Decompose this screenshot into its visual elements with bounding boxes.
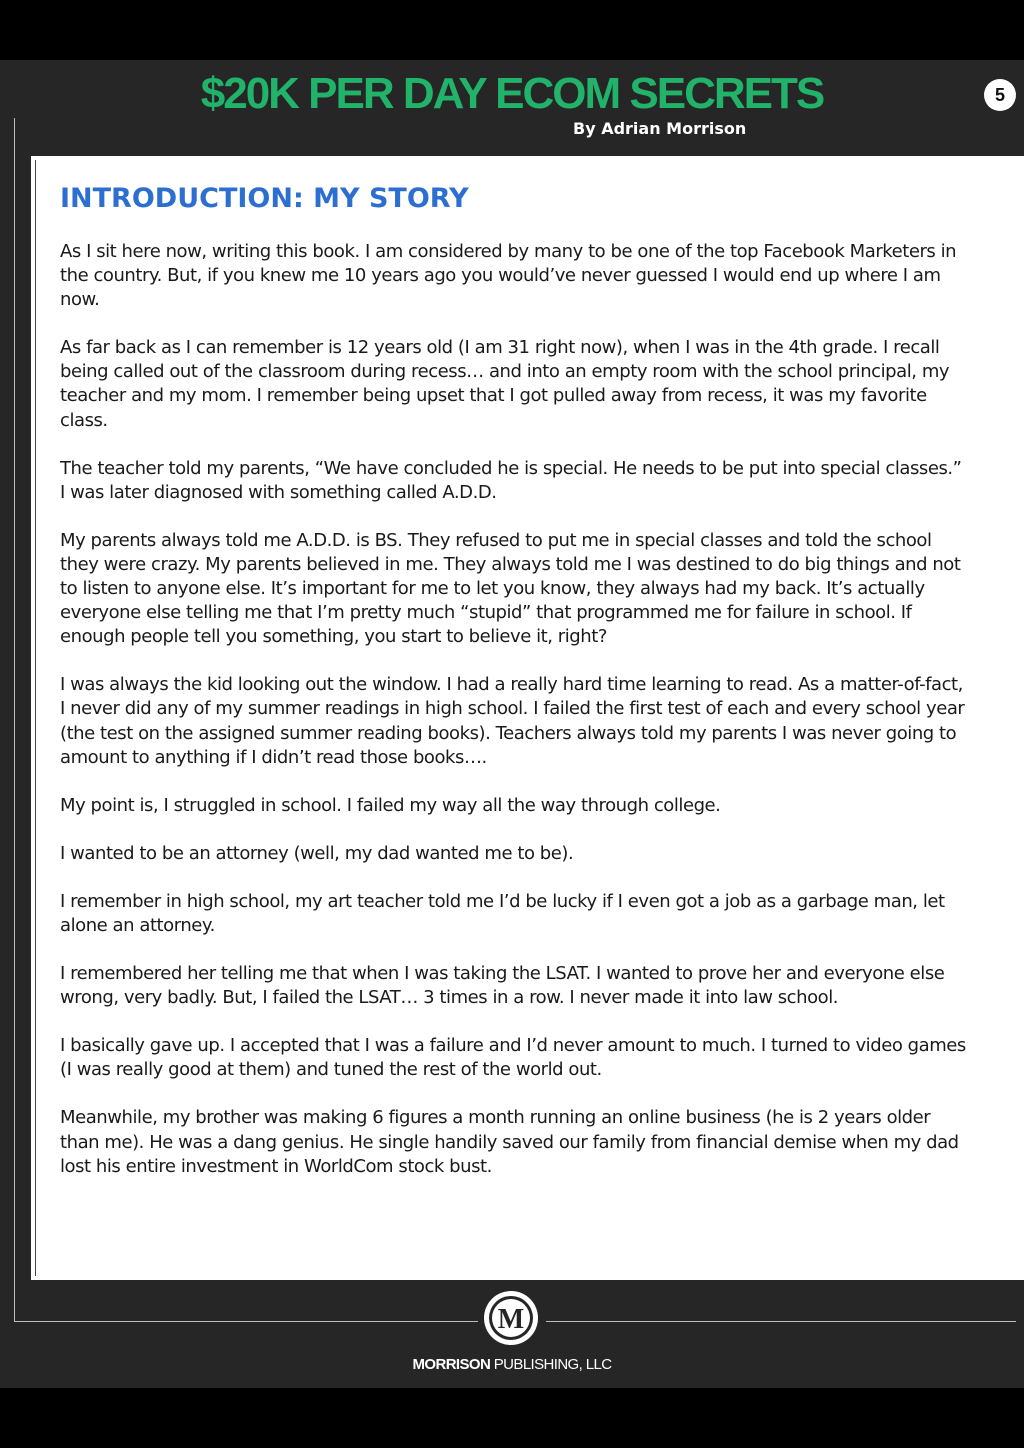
paragraph: I remember in high school, my art teacher told me I’d be lucky if I even got a job as a garbage man, let alone an attorney. xyxy=(60,890,945,936)
logo-letter: M xyxy=(497,1304,525,1335)
paragraph: The teacher told my parents, “We have concluded he is special. He needs to be put into special classes.” I was later diagnosed with something called A.D.D. xyxy=(60,457,962,503)
paragraph: As far back as I can remember is 12 years old (I am 31 right now), when I was in the 4th grade. I recall being called out of the classroom during recess… and into an empty room with the school principal, my teacher and my mom. I remember being upset that I got pulled away from recess, it was my favorite class. xyxy=(60,337,950,431)
paragraph: I was always the kid looking out the window. I had a really hard time learning to read. As a matter-of-fact, I never did any of my summer readings in high school. I failed the first test of each and every school year (the test on the assigned summer reading books). Teachers always told my parents I was never going to amount to anything if I didn’t read those books…. xyxy=(60,674,965,768)
publisher-name xyxy=(0,1355,1024,1375)
book-title: $20K PER DAY ECOM SECRETS xyxy=(200,69,824,118)
author-byline: By Adrian Morrison xyxy=(573,119,747,138)
body-text xyxy=(60,240,970,1203)
paragraph: I basically gave up. I accepted that I was a failure and I’d never amount to much. I turned to video games (I was really good at them) and tuned the rest of the world out. xyxy=(60,1035,966,1081)
publisher-name-rest: PUBLISHING, LLC xyxy=(490,1356,612,1373)
publisher-name-bold: MORRISON xyxy=(412,1356,491,1373)
paragraph: My parents always told me A.D.D. is BS. They refused to put me in special classes and told the school they were crazy. My parents believed in me. They always told me I was destined to do big things and not to listen to anyone else. It’s important for me to let you know, they always had my back. It’s actually everyone else telling me that I’m pretty much “stupid” that programmed me for failure in school. If enough people tell you something, you start to believe it, right? xyxy=(60,529,961,648)
paragraph: As I sit here now, writing this book. I am considered by many to be one of the top Facebook Marketers in the country. But, if you knew me 10 years ago you would’ve never guessed I would end up where I am now. xyxy=(60,241,957,311)
paragraph: My point is, I struggled in school. I failed my way all the way through college. xyxy=(60,794,721,816)
paragraph: I wanted to be an attorney (well, my dad wanted me to be). xyxy=(60,842,574,864)
page-sheet xyxy=(0,60,1024,1388)
content-edge-line xyxy=(35,160,36,1276)
paragraph: I remembered her telling me that when I was taking the LSAT. I wanted to prove her and everyone else wrong, very badly. But, I failed the LSAT… 3 times in a row. I never made it into law school. xyxy=(60,963,945,1009)
frame-rule-left xyxy=(14,118,15,1322)
publisher-logo-icon xyxy=(482,1289,540,1347)
content-panel xyxy=(31,156,1024,1280)
paragraph: Meanwhile, my brother was making 6 figures a month running an online business (he is 2 years older than me). He was a dang genius. He single handily saved our family from financial demise when my dad lost his entire investment in WorldCom stock bust. xyxy=(60,1107,959,1177)
chapter-heading: INTRODUCTION: MY STORY xyxy=(60,183,469,214)
frame-rule-bottom-left xyxy=(14,1321,478,1322)
page-number-badge: 5 xyxy=(984,79,1016,111)
frame-rule-bottom-right xyxy=(546,1321,1016,1322)
